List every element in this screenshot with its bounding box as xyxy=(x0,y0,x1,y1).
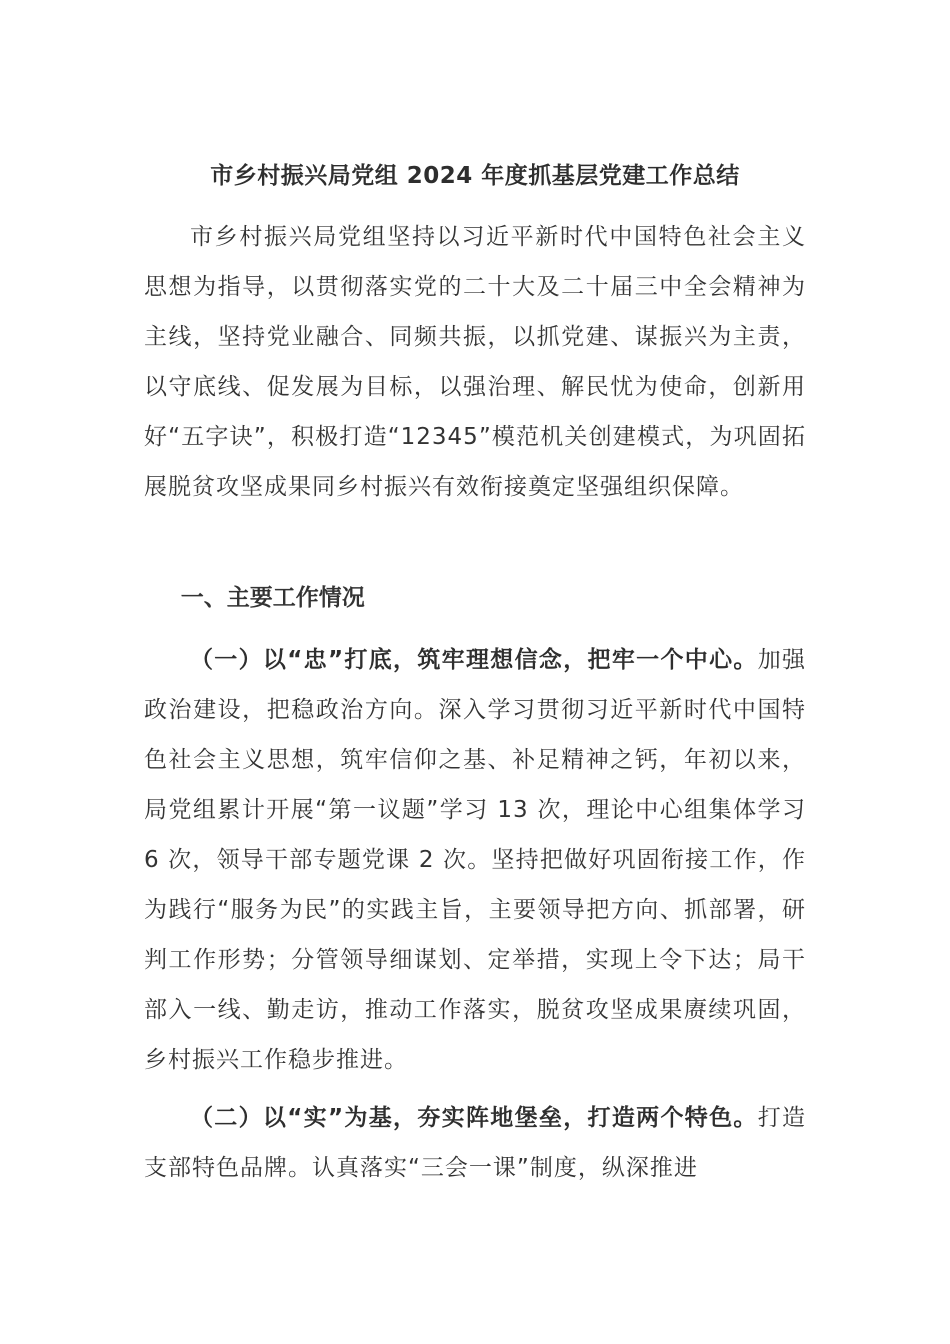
item-two-lead: （二）以“实”为基，夯实阵地堡垒，打造两个特色。 xyxy=(190,1105,758,1131)
section-heading: 一、主要工作情况 xyxy=(180,585,365,611)
intro-paragraph: 市乡村振兴局党组坚持以习近平新时代中国特色社会主义思想为指导，以贯彻落实党的二十大及二十届三中全会精神为主线，坚持党业融合、同频共振，以抓党建、谋振兴为主责，以守底线、促发展为目标，以强治理、解民忧为使命，创新用好“五字诀”，积极打造“12345”模范机关创建模式，为巩固拓展脱贫攻坚成果同乡村振兴有效衔接奠定坚强组织保障。 xyxy=(144,224,806,500)
document-title: 市乡村振兴局党组 2024 年度抓基层党建工作总结 xyxy=(210,163,740,189)
item-two-paragraph xyxy=(144,1093,806,1193)
item-one-paragraph xyxy=(144,635,806,1085)
item-one-lead: （一）以“忠”打底，筑牢理想信念，把牢一个中心。 xyxy=(190,647,758,673)
item-two-body: 打造支部特色品牌。认真落实“三会一课”制度，纵深推进 xyxy=(144,1105,806,1181)
item-one-body: 加强政治建设，把稳政治方向。深入学习贯彻习近平新时代中国特色社会主义思想，筑牢信仰之基、补足精神之钙，年初以来，局党组累计开展“第一议题”学习 13 次，理论中心组集体学习 6 次，领导干部专题党课 2 次。坚持把做好巩固衔接工作，作为践行“服务为民”的实践主旨，主要领导把方向、抓部署，研判工作形势；分管领导细谋划、定举措，实现上令下达；局干部入一线、勤走访，推动工作落实，脱贫攻坚成果赓续巩固，乡村振兴工作稳步推进。 xyxy=(144,647,806,1073)
